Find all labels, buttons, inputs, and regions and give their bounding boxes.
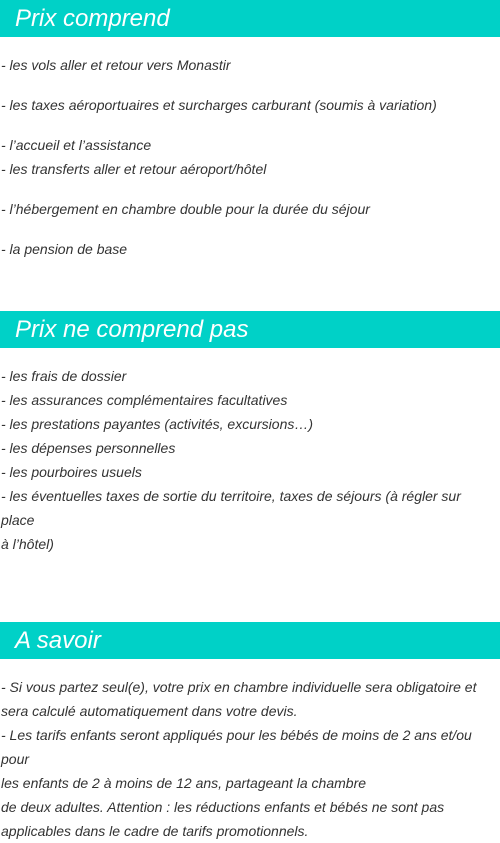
list-item: - les taxes aéroportuaires et surcharges carburant (soumis à variation) xyxy=(1,97,437,113)
list-item: - les prestations payantes (activités, excursions…) xyxy=(1,416,314,432)
list-item: - l’hébergement en chambre double pour la durée du séjour xyxy=(1,201,370,217)
section-title: Prix ne comprend pas xyxy=(0,311,500,348)
spacer xyxy=(1,221,498,237)
list-item: - la pension de base xyxy=(1,241,128,257)
list-item: de deux adultes. Attention : les réductions enfants et bébés ne sont pas xyxy=(1,799,445,815)
spacer xyxy=(1,77,498,93)
section-body xyxy=(0,37,500,261)
section-prix-ne-comprend-pas xyxy=(0,311,500,556)
list-item: à l’hôtel) xyxy=(1,536,54,552)
list-item: - les vols aller et retour vers Monastir xyxy=(1,57,231,73)
list-item: sera calculé automatiquement dans votre devis. xyxy=(1,703,298,719)
section-prix-comprend xyxy=(0,0,500,261)
list-item: - les assurances complémentaires facultatives xyxy=(1,392,288,408)
section-title: Prix comprend xyxy=(0,0,500,37)
spacer xyxy=(1,117,498,133)
section-a-savoir xyxy=(0,622,500,843)
list-item: - les transferts aller et retour aéroport/hôtel xyxy=(1,161,267,177)
list-item: - Les tarifs enfants seront appliqués pour les bébés de moins de 2 ans et/ou pour xyxy=(1,727,472,767)
section-body xyxy=(0,348,500,556)
section-title: A savoir xyxy=(0,622,500,659)
list-item: - les éventuelles taxes de sortie du territoire, taxes de séjours (à régler sur place xyxy=(1,488,461,528)
list-item: - Si vous partez seul(e), votre prix en chambre individuelle sera obligatoire et xyxy=(1,679,477,695)
list-item: - les dépenses personnelles xyxy=(1,440,176,456)
list-item: - les pourboires usuels xyxy=(1,464,142,480)
list-item: - les frais de dossier xyxy=(1,368,127,384)
section-body xyxy=(0,659,500,843)
list-item: - l’accueil et l’assistance xyxy=(1,137,152,153)
list-item: applicables dans le cadre de tarifs promotionnels. xyxy=(1,823,309,839)
list-item: les enfants de 2 à moins de 12 ans, partageant la chambre xyxy=(1,775,367,791)
spacer xyxy=(1,181,498,197)
